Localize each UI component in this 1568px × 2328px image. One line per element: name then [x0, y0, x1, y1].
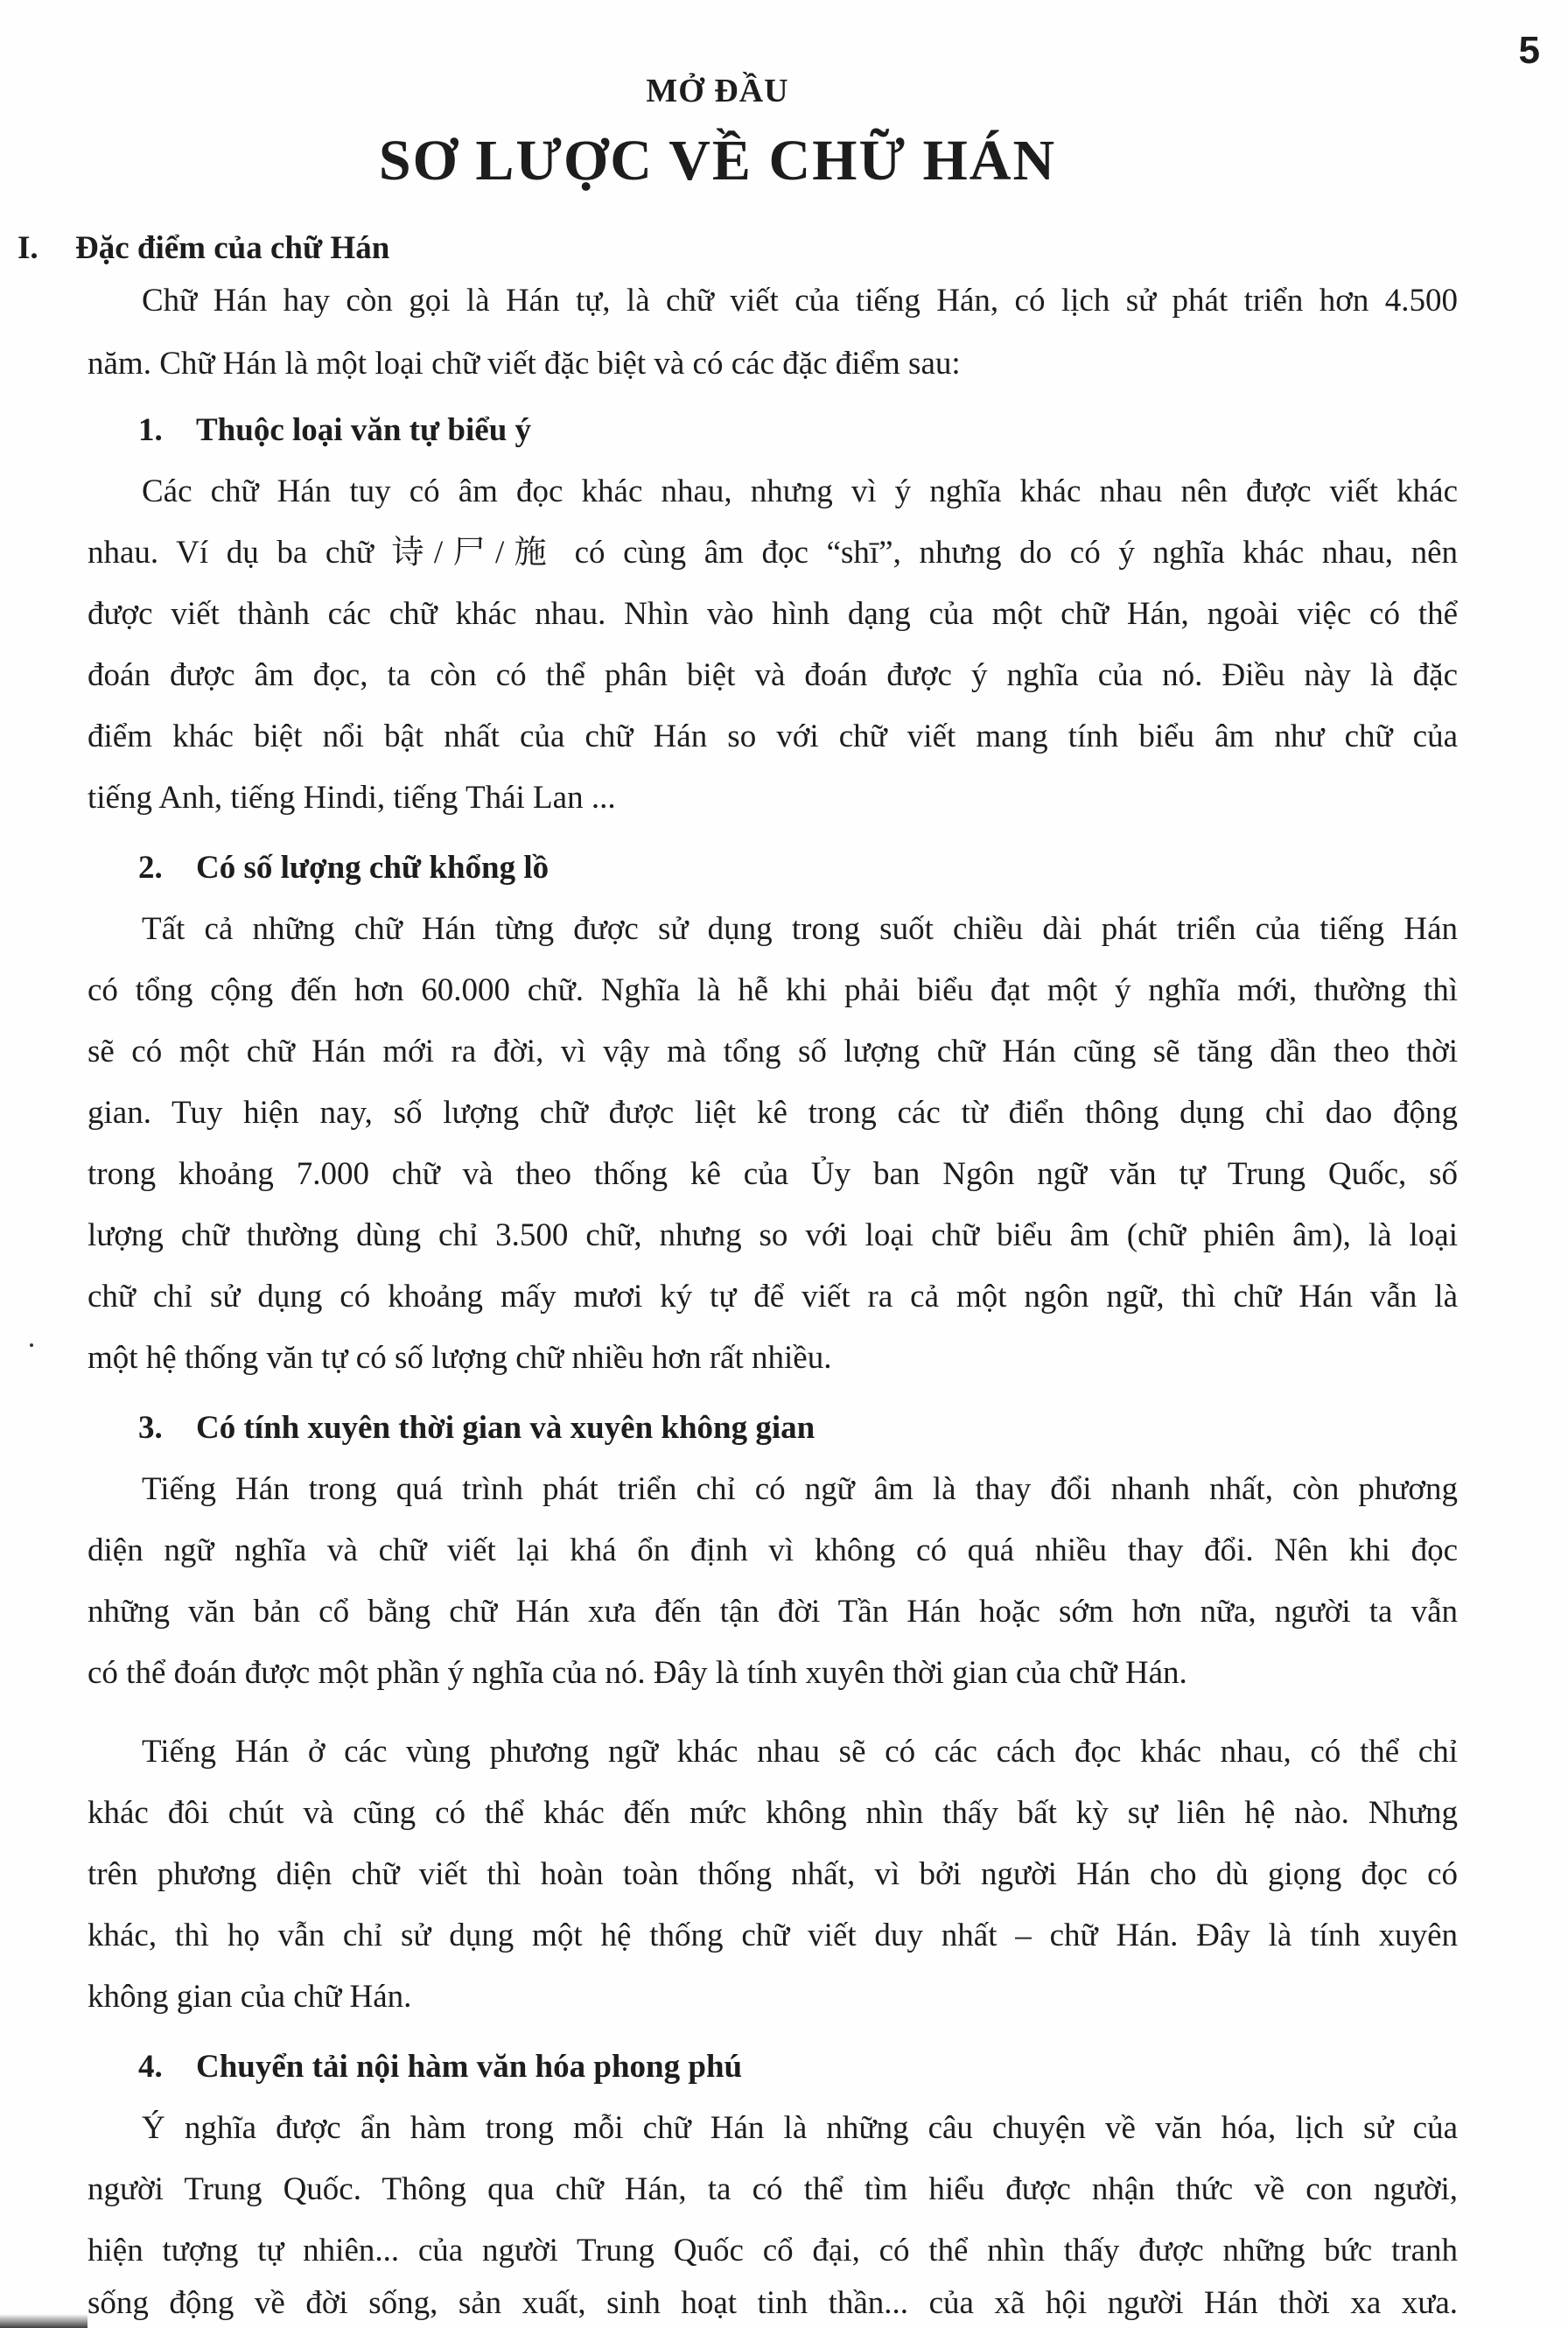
paragraph-line: sẽ có một chữ Hán mới ra đời, vì vậy mà tổng số lượng chữ Hán cũng sẽ tăng dần theo thời — [88, 1034, 1458, 1069]
paragraph-line: nhau. Ví dụ ba chữ 诗/尸/施 có cùng âm đọc “shī”, nhưng do có ý nghĩa khác nhau, nên — [88, 535, 1458, 571]
subsection-title: Chuyển tải nội hàm văn hóa phong phú — [196, 2049, 743, 2085]
paragraph-line: không gian của chữ Hán. — [88, 1979, 412, 2015]
paragraph-line: trên phương diện chữ viết thì hoàn toàn thống nhất, vì bởi người Hán cho dù giọng đọc có — [88, 1856, 1458, 1892]
subsection-title: Thuộc loại văn tự biểu ý — [196, 412, 532, 448]
chapter-title: SƠ LƯỢC VỀ CHỮ HÁN — [378, 129, 1057, 193]
paragraph-line: Các chữ Hán tuy có âm đọc khác nhau, nhưng vì ý nghĩa khác nhau nên được viết khác — [142, 473, 1458, 509]
paragraph-line: người Trung Quốc. Thông qua chữ Hán, ta có thể tìm hiểu được nhận thức về con người, — [88, 2171, 1458, 2207]
subsection-number: 4. — [138, 2049, 163, 2085]
subsection-number: 2. — [138, 850, 163, 886]
paragraph-line: đoán được âm đọc, ta còn có thể phân biệt và đoán được ý nghĩa của nó. Điều này là đặc — [88, 657, 1458, 693]
subsection-number: 3. — [138, 1410, 163, 1446]
paragraph-line: một hệ thống văn tự có số lượng chữ nhiều hơn rất nhiều. — [88, 1340, 832, 1376]
paragraph-line: sống động về đời sống, sản xuất, sinh hoạt tinh thần... của xã hội người Hán thời xa xưa. — [88, 2285, 1458, 2321]
scan-speck — [30, 1343, 33, 1347]
subsection-heading-3 — [138, 1409, 815, 1447]
subsection-number: 1. — [138, 412, 163, 448]
subsection-title: Có số lượng chữ khổng lồ — [196, 850, 550, 886]
paragraph-line: những văn bản cổ bằng chữ Hán xưa đến tận đời Tần Hán hoặc sớm hơn nữa, người ta vẫn — [88, 1594, 1458, 1630]
paragraph-line: trong khoảng 7.000 chữ và theo thống kê của Ủy ban Ngôn ngữ văn tự Trung Quốc, số — [88, 1156, 1458, 1192]
paragraph-line: có thể đoán được một phần ý nghĩa của nó. Đây là tính xuyên thời gian của chữ Hán. — [88, 1655, 1187, 1691]
chapter-kicker: MỞ ĐẦU — [646, 73, 789, 109]
paragraph-line: Ý nghĩa được ẩn hàm trong mỗi chữ Hán là những câu chuyện về văn hóa, lịch sử của — [142, 2110, 1458, 2146]
paragraph-line: chữ chỉ sử dụng có khoảng mấy mươi ký tự để viết ra cả một ngôn ngữ, thì chữ Hán vẫn là — [88, 1279, 1458, 1315]
paragraph-line: Tiếng Hán trong quá trình phát triển chỉ có ngữ âm là thay đổi nhanh nhất, còn phương — [142, 1471, 1458, 1507]
paragraph-line: lượng chữ thường dùng chỉ 3.500 chữ, nhưng so với loại chữ biểu âm (chữ phiên âm), là loại — [88, 1217, 1458, 1253]
subsection-heading-2 — [138, 849, 549, 887]
paragraph-line: được viết thành các chữ khác nhau. Nhìn vào hình dạng của một chữ Hán, ngoài việc có thể — [88, 596, 1458, 632]
section-number: I. — [18, 230, 38, 266]
paragraph-line: khác, thì họ vẫn chỉ sử dụng một hệ thống chữ viết duy nhất – chữ Hán. Đây là tính xuyên — [88, 1918, 1458, 1953]
paragraph-line: điểm khác biệt nổi bật nhất của chữ Hán so với chữ viết mang tính biểu âm như chữ của — [88, 719, 1458, 754]
paragraph-line: gian. Tuy hiện nay, số lượng chữ được liệt kê trong các từ điển thông dụng chỉ dao động — [88, 1095, 1458, 1131]
paragraph-line: tiếng Anh, tiếng Hindi, tiếng Thái Lan ... — [88, 780, 616, 816]
subsection-heading-4 — [138, 2048, 742, 2086]
paragraph-line: có tổng cộng đến hơn 60.000 chữ. Nghĩa là hễ khi phải biểu đạt một ý nghĩa mới, thường thì — [88, 972, 1458, 1008]
page-number: 5 — [1518, 29, 1540, 72]
paragraph-line: hiện tượng tự nhiên... của người Trung Quốc cổ đại, có thể nhìn thấy được những bức tranh — [88, 2233, 1458, 2268]
subsection-title: Có tính xuyên thời gian và xuyên không gian — [196, 1410, 816, 1446]
paragraph-line: Tất cả những chữ Hán từng được sử dụng trong suốt chiều dài phát triển của tiếng Hán — [142, 911, 1458, 947]
scan-edge-shadow — [0, 2314, 88, 2328]
section-heading — [18, 229, 389, 267]
paragraph-line: Tiếng Hán ở các vùng phương ngữ khác nhau sẽ có các cách đọc khác nhau, có thể chỉ — [142, 1734, 1458, 1770]
subsection-heading-1 — [138, 411, 531, 449]
section-title: Đặc điểm của chữ Hán — [75, 230, 390, 266]
paragraph-line: diện ngữ nghĩa và chữ viết lại khá ổn định vì không có quá nhiều thay đổi. Nên khi đọc — [88, 1532, 1458, 1568]
intro-line: năm. Chữ Hán là một loại chữ viết đặc biệt và có các đặc điểm sau: — [88, 346, 961, 382]
intro-line: Chữ Hán hay còn gọi là Hán tự, là chữ viết của tiếng Hán, có lịch sử phát triển hơn 4.500 — [142, 283, 1458, 319]
paragraph-line: khác đôi chút và cũng có thể khác đến mức không nhìn thấy bất kỳ sự liên hệ nào. Nhưng — [88, 1795, 1458, 1831]
